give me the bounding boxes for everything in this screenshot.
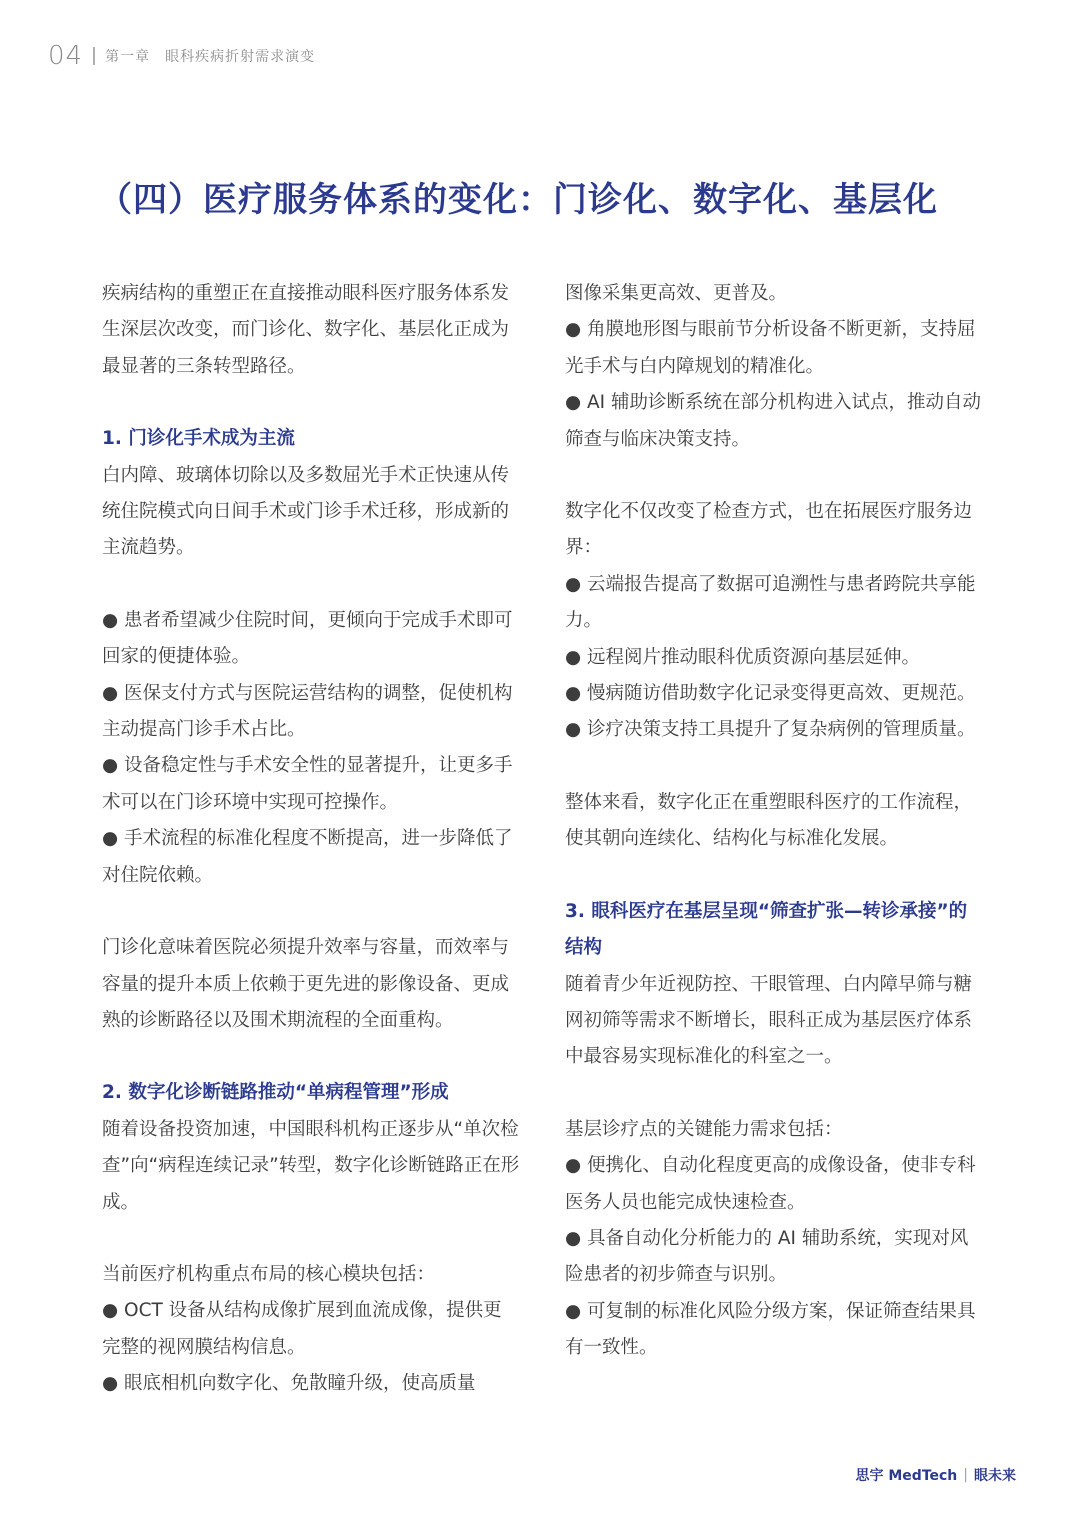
bullet-item: ● 可复制的标准化风险分级方案，保证筛查结果具有一致性。 [565, 1300, 976, 1359]
footer-divider: | [963, 1467, 968, 1483]
section-title: （四）医疗服务体系的变化：门诊化、数字化、基层化 [98, 180, 938, 220]
left-column [102, 276, 520, 1403]
bullet-item: ● 医保支付方式与医院运营结构的调整，促使机构主动提高门诊手术占比。 [102, 682, 513, 741]
needs-intro: 基层诊疗点的关键能力需求包括： [565, 1118, 843, 1140]
section-1-text: 白内障、玻璃体切除以及多数屈光手术正快速从传统住院模式向日间手术或门诊手术迁移，形成新的主流趋势。 [102, 464, 510, 559]
bullet-item: ● 设备稳定性与手术安全性的显著提升，让更多手术可以在门诊环境中实现可控操作。 [102, 755, 513, 813]
scope-intro: 数字化不仅改变了检查方式，也在拓展医疗服务边界： [565, 501, 973, 559]
section-3-heading: 3. 眼科医疗在基层呈现“筛查扩张—转诊承接”的结构 [565, 900, 968, 959]
page-number: 04 [48, 41, 84, 71]
bullet-item: ● 云端报告提高了数据可追溯性与患者跨院共享能力。 [565, 573, 976, 632]
bullet-item: ● OCT 设备从结构成像扩展到血流成像，提供更完整的视网膜结构信息。 [102, 1300, 502, 1358]
bullet-item: ● 慢病随访借助数字化记录变得更高效、更规范。 [565, 683, 976, 705]
section-3-text: 随着青少年近视防控、干眼管理、白内障早筛与糖网初筛等需求不断增长，眼科正成为基层医疗体系中最容易实现标准化的科室之一。 [565, 973, 973, 1068]
section-1-summary: 门诊化意味着医院必须提升效率与容量，而效率与容量的提升本质上依赖于更先进的影像设备、更成熟的诊断路径以及围术期流程的全面重构。 [102, 937, 510, 1031]
bullet-item: ● 诊疗决策支持工具提升了复杂病例的管理质量。 [565, 719, 976, 741]
bullet-item: ● 患者希望减少住院时间，更倾向于完成手术即可回家的便捷体验。 [102, 609, 513, 668]
bullet-continuation: 图像采集更高效、更普及。 [565, 283, 788, 304]
header-divider [93, 47, 95, 65]
section-2-summary: 整体来看，数字化正在重塑眼科医疗的工作流程，使其朝向连续化、结构化与标准化发展。 [565, 791, 973, 850]
bullet-item: ● AI 辅助诊断系统在部分机构进入试点，推动自动筛查与临床决策支持。 [565, 392, 982, 450]
bullet-item: ● 便携化、自动化程度更高的成像设备，使非专科医务人员也能完成快速检查。 [565, 1155, 976, 1213]
bullet-item: ● 角膜地形图与眼前节分析设备不断更新，支持屈光手术与白内障规划的精准化。 [565, 319, 976, 377]
section-1-heading: 1. 门诊化手术成为主流 [102, 428, 295, 450]
intro-paragraph: 疾病结构的重塑正在直接推动眼科医疗服务体系发生深层次改变，而门诊化、数字化、基层化正成为最显著的三条转型路径。 [102, 283, 510, 377]
bullet-item: ● 眼底相机向数字化、免散瞳升级，使高质量 [102, 1373, 476, 1395]
right-column [565, 276, 983, 1367]
section-2-heading: 2. 数字化诊断链路推动“单病程管理”形成 [102, 1082, 449, 1104]
chapter-title: 第一章 眼科疾病折射需求演变 [105, 49, 316, 65]
brand-name: 思宇 MedTech [855, 1468, 958, 1484]
bullet-item: ● 具备自动化分析能力的 AI 辅助系统，实现对风险患者的初步筛查与识别。 [565, 1227, 969, 1286]
modules-intro: 当前医疗机构重点布局的核心模块包括： [102, 1263, 436, 1285]
bullet-item: ● 手术流程的标准化程度不断提高，进一步降低了对住院依赖。 [102, 828, 513, 886]
bullet-item: ● 远程阅片推动眼科优质资源向基层延伸。 [565, 646, 921, 668]
footer-brand [856, 1465, 1017, 1485]
brand-slogan: 眼未来 [974, 1468, 1016, 1484]
section-2-text: 随着设备投资加速，中国眼科机构正逐步从“单次检查”向“病程连续记录”转型，数字化诊断链路正在形成。 [102, 1118, 520, 1213]
running-header [48, 40, 315, 72]
